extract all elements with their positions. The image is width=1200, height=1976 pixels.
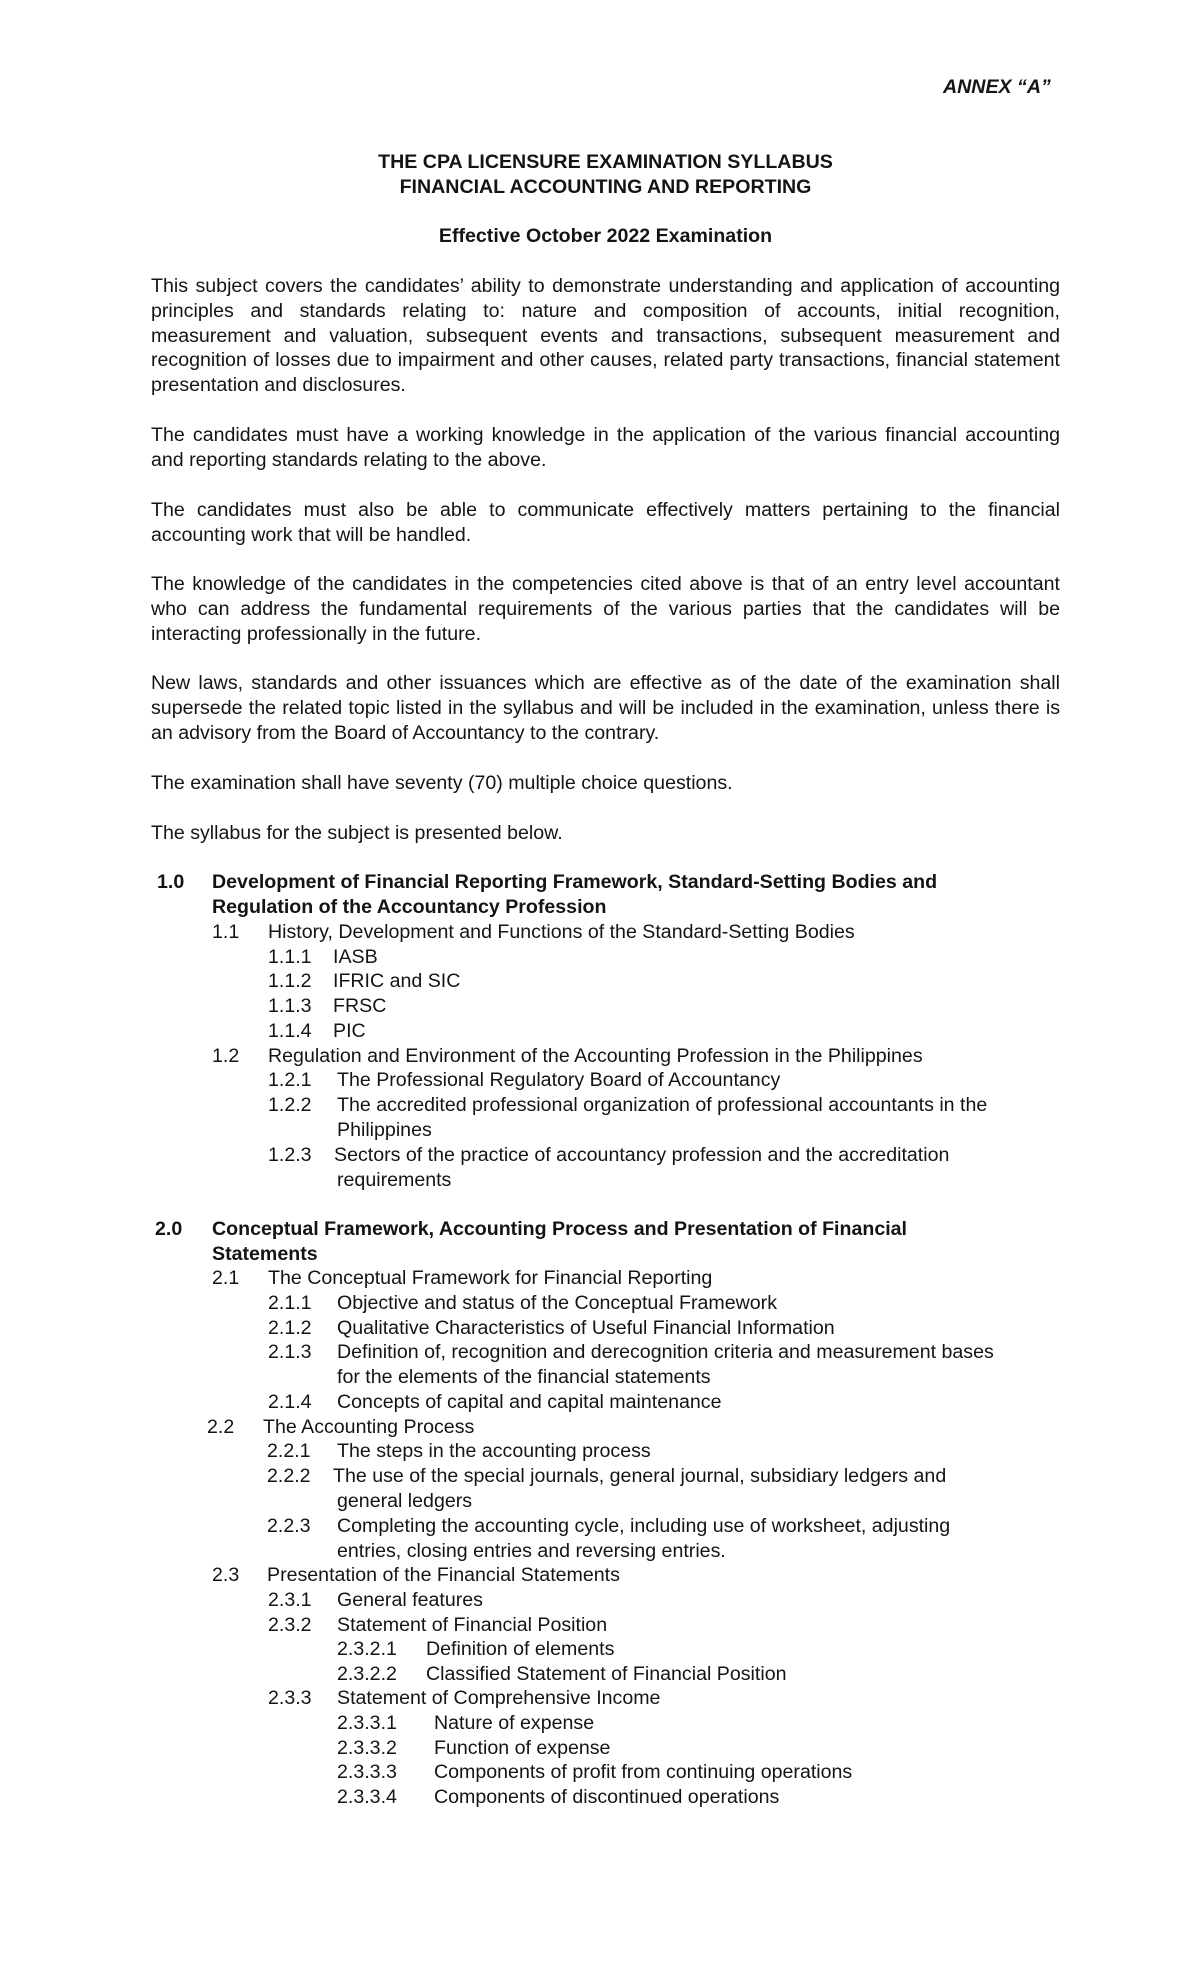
outline-number: 2.1.4 [268,1391,312,1413]
outline-number: 2.3.3.1 [337,1712,397,1734]
outline-text: Objective and status of the Conceptual Framework [337,1292,777,1314]
intro-paragraph-communication: The candidates must also be able to communicate effectively matters pertaining to the financial accounting work that will be handled. [151,499,1060,546]
outline-text-continued: for the elements of the financial statements [337,1365,711,1388]
outline-text: Concepts of capital and capital maintenance [337,1391,722,1413]
outline-number: 1.1.2 [268,970,312,992]
intro-paragraph-entry-level: The knowledge of the candidates in the competencies cited above is that of an entry level accountant who can address the fundamental requirements of the various parties that the candidates will be interacting professionally in the future. [151,573,1060,645]
outline-text: The Accounting Process [263,1416,475,1438]
outline-number: 1.2.3 [268,1144,312,1166]
outline-text-continued: requirements [337,1168,452,1191]
outline-number: 1.2.2 [268,1094,312,1116]
outline-text: FRSC [333,995,387,1017]
outline-text-continued: general ledgers [337,1489,473,1512]
intro-paragraph-new-laws: New laws, standards and other issuances which are effective as of the date of the examination shall supersede the related topic listed in the syllabus and will be included in the examination, unless there is an advisory from the Board of Accountancy to the contrary. [151,672,1060,744]
outline-text: Presentation of the Financial Statements [267,1564,620,1586]
outline-text: Qualitative Characteristics of Useful Financial Information [337,1317,835,1339]
outline-text: The Conceptual Framework for Financial Reporting [268,1267,713,1289]
outline-text: Development of Financial Reporting Framework, Standard-Setting Bodies and [212,871,938,893]
outline-text: Sectors of the practice of accountancy profession and the accreditation [334,1144,950,1166]
outline-text: Conceptual Framework, Accounting Process and Presentation of Financial [212,1218,907,1240]
outline-text: IASB [333,946,378,968]
outline-text: The steps in the accounting process [337,1440,651,1462]
outline-text: Definition of, recognition and derecognition criteria and measurement bases [337,1341,994,1363]
outline-text: Statement of Comprehensive Income [337,1687,661,1709]
outline-number: 2.0 [155,1218,183,1240]
outline-text: The Professional Regulatory Board of Accountancy [337,1069,781,1091]
outline-number: 2.3.1 [268,1589,312,1611]
intro-paragraph-scope: This subject covers the candidates’ ability to demonstrate understanding and application of accounting principles and standards relating to: nature and composition of accounts, initial recognition, measurement and valuation, subsequent events and transactions, subsequent measurement and recognition of losses due to impairment and other causes, related party transactions, financial statement presentation and disclosures. [151,275,1060,397]
outline-number: 1.1 [212,921,240,943]
outline-number: 2.3.2 [268,1614,312,1636]
syllabus-title: THE CPA LICENSURE EXAMINATION SYLLABUS [378,151,833,173]
outline-text: IFRIC and SIC [333,970,461,992]
intro-paragraph-question-count: The examination shall have seventy (70) multiple choice questions. [151,772,733,794]
outline-text: History, Development and Functions of the Standard-Setting Bodies [268,921,855,943]
outline-number: 2.3.2.2 [337,1663,397,1685]
intro-paragraph-syllabus-intro: The syllabus for the subject is presented below. [151,822,563,844]
outline-number: 1.0 [157,871,185,893]
outline-text: Regulation and Environment of the Accounting Profession in the Philippines [268,1045,923,1067]
outline-text: Function of expense [434,1737,611,1759]
annex-label: ANNEX “A” [943,76,1051,98]
subject-title: FINANCIAL ACCOUNTING AND REPORTING [399,176,812,198]
outline-text: PIC [333,1020,366,1042]
outline-number: 1.2.1 [268,1069,312,1091]
outline-number: 2.1 [212,1267,240,1289]
outline-text-continued: Statements [212,1242,318,1265]
outline-number: 2.3.2.1 [337,1638,397,1660]
outline-number: 2.3 [212,1564,240,1586]
outline-number: 1.1.4 [268,1020,312,1042]
outline-text: Components of profit from continuing operations [434,1761,853,1783]
outline-text: The use of the special journals, general journal, subsidiary ledgers and [333,1465,947,1487]
outline-text: Nature of expense [434,1712,595,1734]
outline-number: 2.3.3.3 [337,1761,397,1783]
outline-number: 2.2.3 [267,1515,311,1537]
outline-number: 2.2.2 [267,1465,311,1487]
outline-number: 2.3.3.2 [337,1737,397,1759]
outline-text-continued: Philippines [337,1118,432,1141]
outline-number: 1.1.1 [268,946,312,968]
outline-number: 2.2.1 [267,1440,311,1462]
outline-number: 2.1.3 [268,1341,312,1363]
outline-number: 2.1.2 [268,1317,312,1339]
outline-text: General features [337,1589,483,1611]
outline-text: Components of discontinued operations [434,1786,780,1808]
outline-text: Statement of Financial Position [337,1614,608,1636]
outline-number: 1.2 [212,1045,240,1067]
outline-text: Definition of elements [426,1638,615,1660]
outline-number: 2.3.3.4 [337,1786,397,1808]
outline-number: 2.1.1 [268,1292,312,1314]
outline-text-continued: entries, closing entries and reversing entries. [337,1539,726,1562]
intro-paragraph-knowledge: The candidates must have a working knowledge in the application of the various financial accounting and reporting standards relating to the above. [151,424,1060,471]
outline-number: 2.3.3 [268,1687,312,1709]
outline-text: Classified Statement of Financial Position [426,1663,787,1685]
outline-text: Completing the accounting cycle, including use of worksheet, adjusting [337,1515,951,1537]
outline-number: 2.2 [207,1416,235,1438]
outline-number: 1.1.3 [268,995,312,1017]
effective-date: Effective October 2022 Examination [438,225,773,247]
outline-text-continued: Regulation of the Accountancy Profession [212,895,607,918]
outline-text: The accredited professional organization of professional accountants in the [337,1094,988,1116]
